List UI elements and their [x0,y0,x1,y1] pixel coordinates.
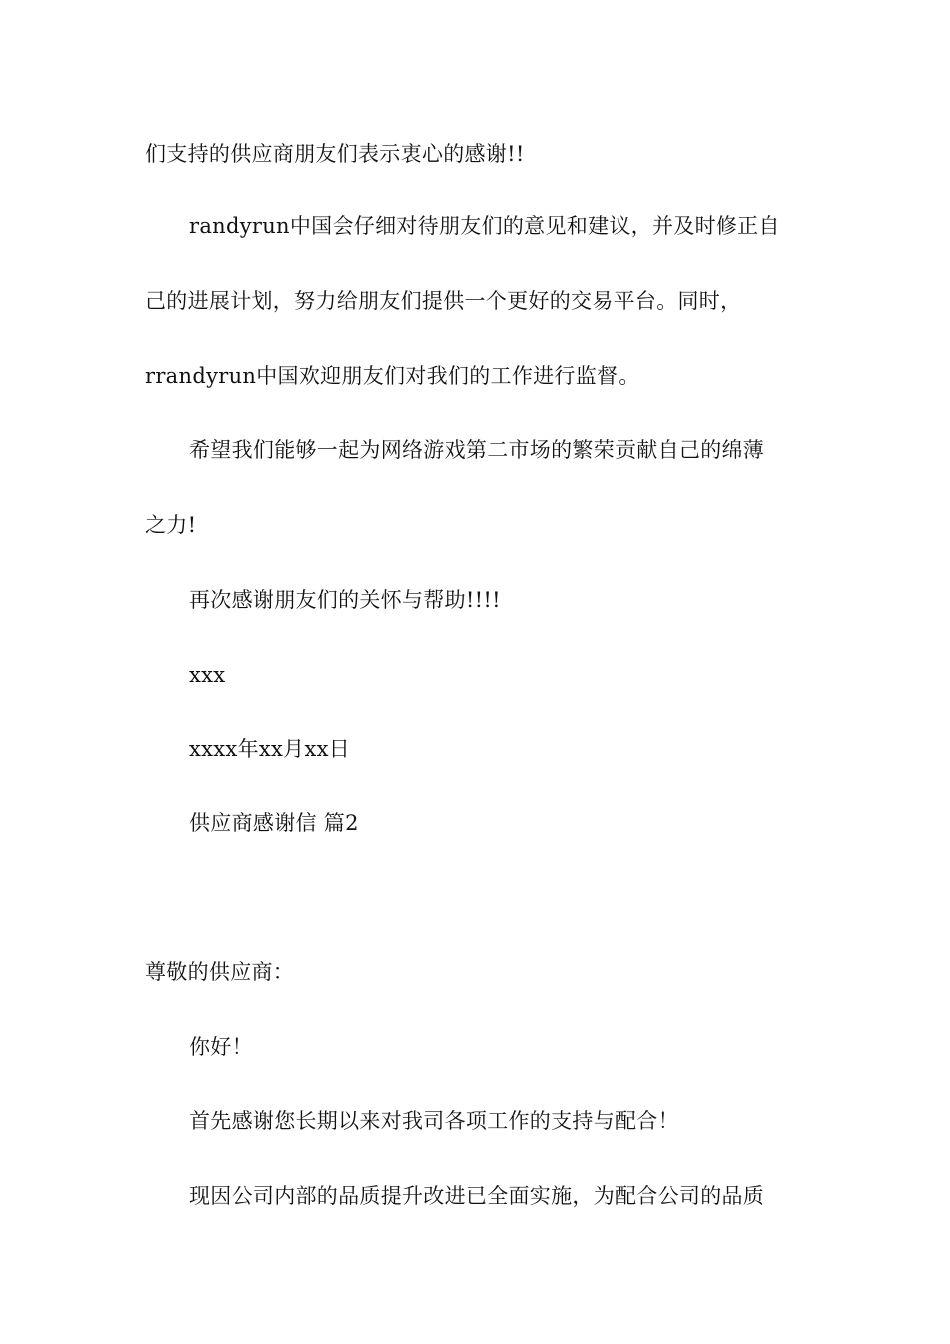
section-heading: 供应商感谢信 篇2 [189,811,359,835]
paragraph-line: 己的进展计划，努力给朋友们提供一个更好的交易平台。同时， [145,289,742,313]
paragraph-line: 首先感谢您长期以来对我司各项工作的支持与配合！ [189,1109,679,1133]
paragraph-line: 们支持的供应商朋友们表示衷心的感谢!! [145,142,525,166]
signature-name: xxx [189,663,226,687]
paragraph-line: 现因公司内部的品质提升改进已全面实施，为配合公司的品质 [189,1184,765,1208]
paragraph-line: 再次感谢朋友们的关怀与帮助!!!! [189,588,501,612]
salutation: 尊敬的供应商： [145,960,295,984]
greeting: 你好！ [189,1035,253,1059]
paragraph-line: rrandyrun中国欢迎朋友们对我们的工作进行监督。 [145,364,640,388]
signature-date: xxxx年xx月xx日 [189,737,351,761]
paragraph-line: randyrun中国会仔细对待朋友们的意见和建议，并及时修正自 [189,214,780,238]
paragraph-line: 希望我们能够一起为网络游戏第二市场的繁荣贡献自己的绵薄 [189,438,765,462]
paragraph-line: 之力! [145,513,197,537]
